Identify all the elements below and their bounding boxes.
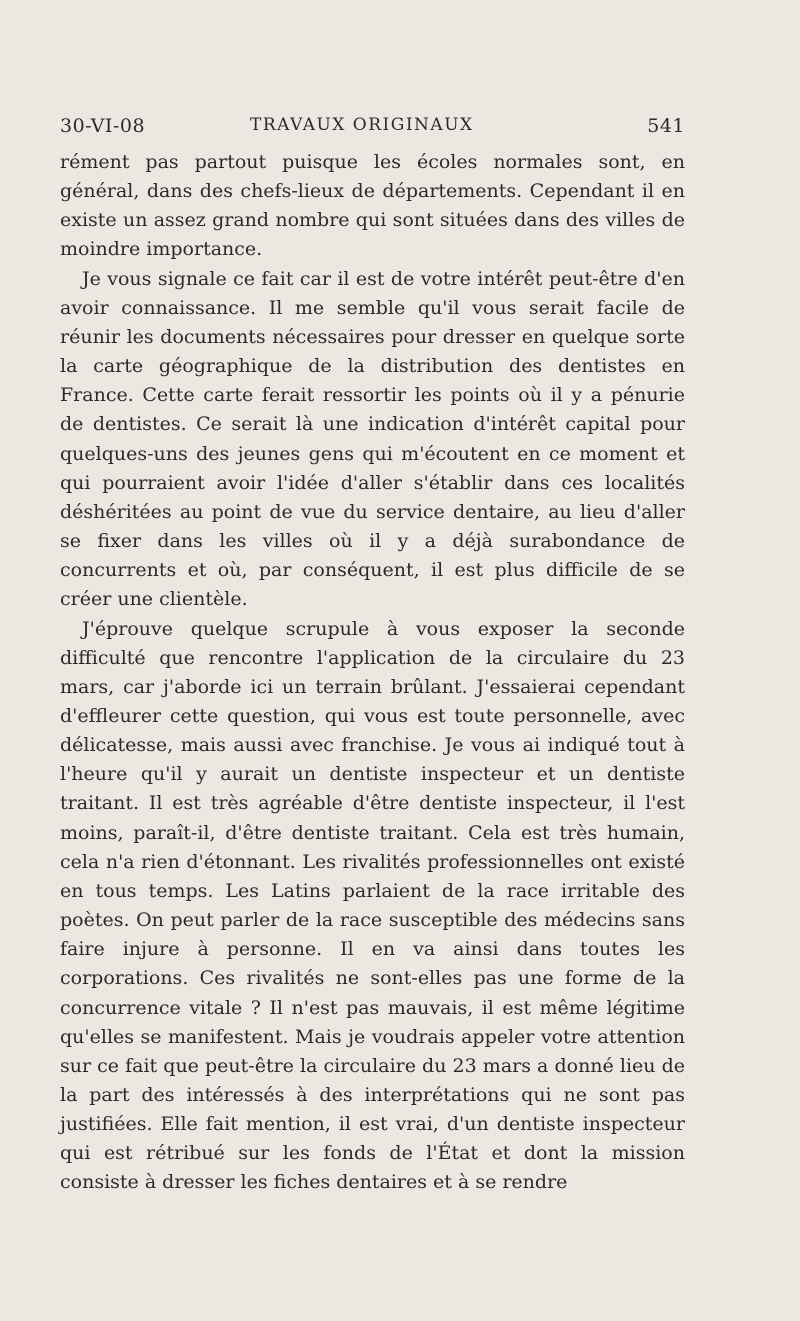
body-text [60, 148, 685, 1198]
header-date: 30-VI-08 [60, 115, 146, 137]
paragraph-3: J'éprouve quelque scrupule à vous exposer la seconde difficulté que rencontre l'application de la circulaire du 23 mars, car j'aborde ici un terrain brûlant. J'essaierai cependant d'effleurer cette question, qui vous est toute personnelle, avec délicatesse, mais aussi avec franchise. Je vous ai indiqué tout à l'heure qu'il y aurait un dentiste inspecteur et un dentiste traitant. Il est très agréable d'être dentiste inspecteur, il l'est moins, paraît-il, d'être dentiste traitant. Cela est très humain, cela n'a rien d'étonnant. Les rivalités professionnelles ont existé en tous temps. Les Latins parlaient de la race irritable des poètes. On peut parler de la race susceptible des médecins sans faire injure à personne. Il en va ainsi dans toutes les corporations. Ces rivalités ne sont-elles pas une forme de la concurrence vitale ? Il n'est pas mauvais, il est même légitime qu'elles se manifestent. Mais je voudrais appeler votre attention sur ce fait que peut-être la circulaire du 23 mars a donné lieu de la part des intéressés à des interprétations qui ne sont pas justifiées. Elle fait mention, il est vrai, d'un dentiste inspecteur qui est rétribué sur les fonds de l'État et dont la mission consiste à dresser les fiches dentaires et à se rendre [60, 617, 685, 1194]
running-header [60, 115, 685, 145]
header-section-title: TRAVAUX ORIGINAUX [250, 115, 474, 135]
paragraph-2: Je vous signale ce fait car il est de votre intérêt peut-être d'en avoir connaissance. Il me semble qu'il vous serait facile de réunir les documents nécessaires pour dresser en quelque sorte la carte géographique de la distribution des dentistes en France. Cette carte ferait ressortir les points où il y a pénurie de dentistes. Ce serait là une indication d'intérêt capital pour quelques-uns des jeunes gens qui m'écoutent en ce moment et qui pourraient avoir l'idée d'aller s'établir dans ces localités déshéritées au point de vue du service dentaire, au lieu d'aller se fixer dans les villes où il y a déjà surabondance de concurrents et où, par conséquent, il est plus difficile de se créer une clientèle. [60, 267, 685, 611]
paragraph-1: rément pas partout puisque les écoles normales sont, en général, dans des chefs-lieux de départements. Cependant il en existe un assez grand nombre qui sont situées dans des villes de moindre importance. [60, 151, 685, 261]
header-page-number: 541 [647, 115, 685, 137]
